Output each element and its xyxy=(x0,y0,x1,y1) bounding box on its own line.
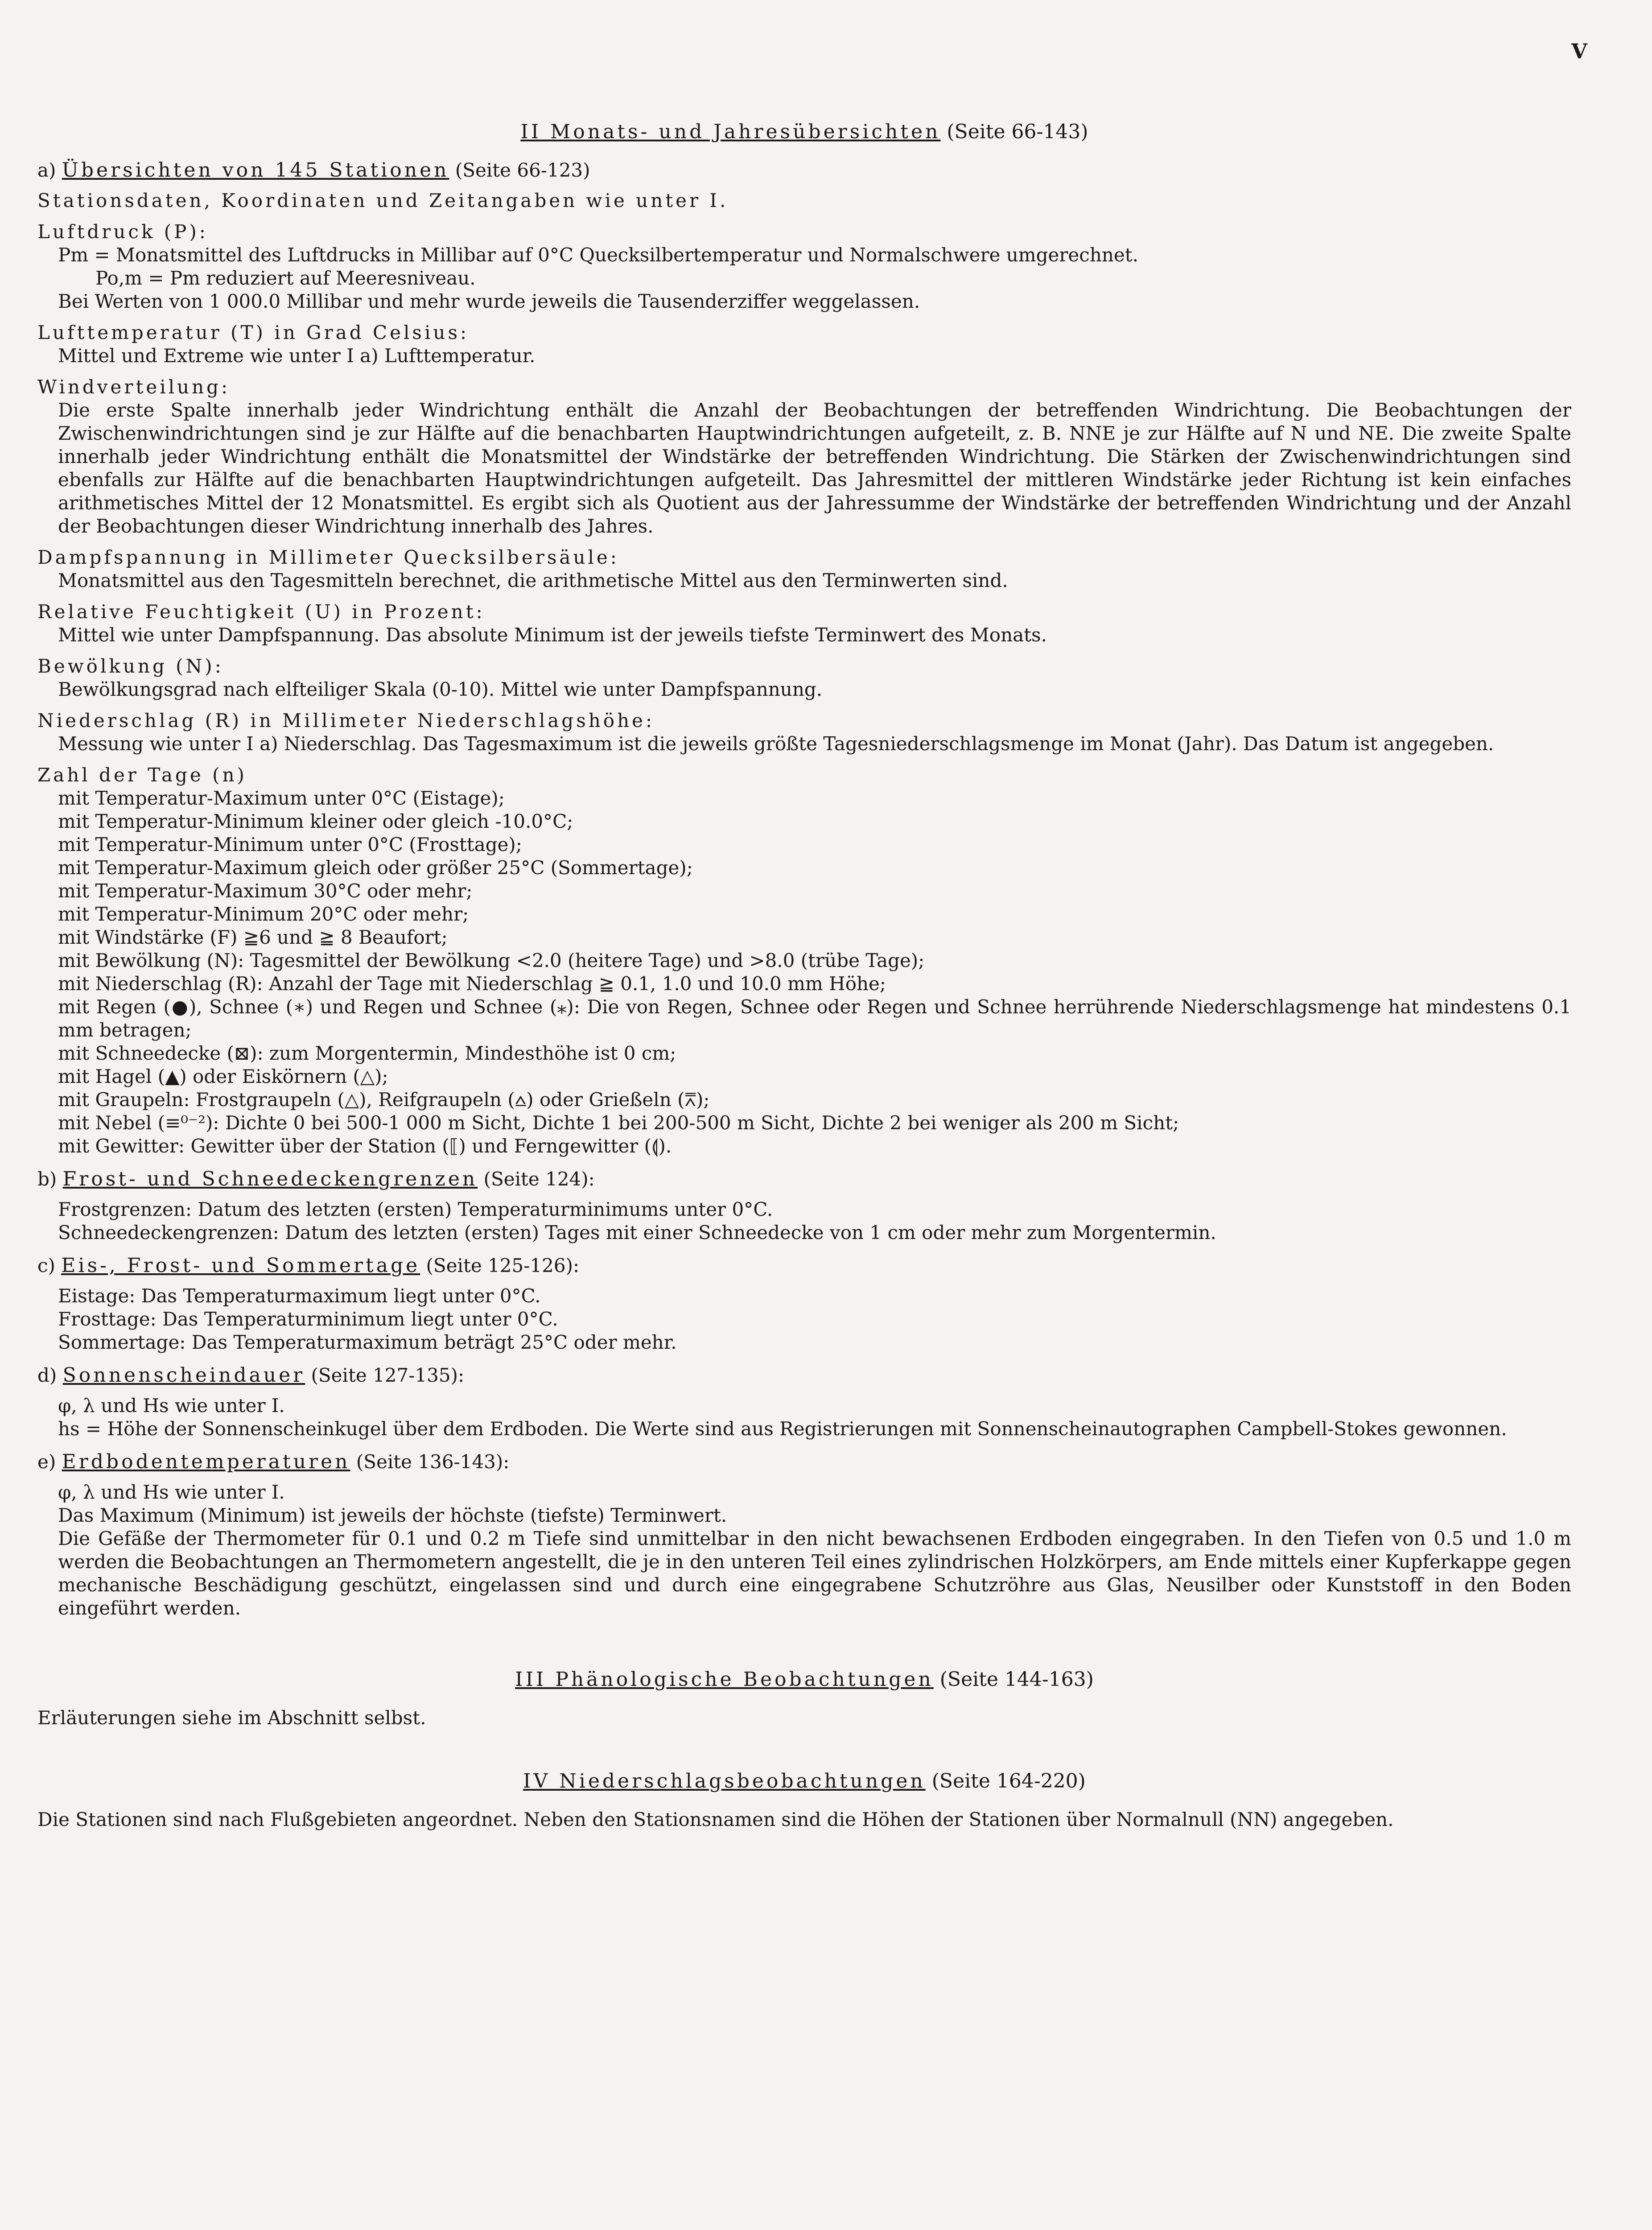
zahl-der-tage-line-11: mit Schneedecke (⊠): zum Morgentermin, Mindesthöhe ist 0 cm; xyxy=(58,1042,676,1064)
zahl-der-tage-line-15: mit Gewitter: Gewitter über der Station (⟦) und Ferngewitter (⟬). xyxy=(58,1135,672,1157)
zahl-der-tage-line-3: mit Temperatur-Minimum unter 0°C (Frosttage); xyxy=(58,834,522,855)
subsection-d-title: Sonnenscheindauer xyxy=(62,1364,305,1387)
subsection-c-heading xyxy=(37,1254,1571,1277)
lufttemperatur-line-1: Mittel und Extreme wie unter I a) Lufttemperatur. xyxy=(58,345,536,367)
section-3-heading xyxy=(37,1668,1571,1691)
bewoelkung-line-1: Bewölkungsgrad nach elfteiliger Skala (0-10). Mittel wie unter Dampfspannung. xyxy=(58,678,823,700)
subsection-d-heading xyxy=(37,1364,1571,1387)
zahl-der-tage-line-14: mit Nebel (≡⁰⁻²): Dichte 0 bei 500-1 000 m Sicht, Dichte 1 bei 200-500 m Sicht, Dichte 2 bei weniger als 200 m Sicht; xyxy=(58,1112,1179,1134)
section-3-title: III Phänologische Beobachtungen xyxy=(515,1668,934,1691)
sonnenschein-line-1: φ, λ und Hs wie unter I. xyxy=(58,1395,285,1416)
luftdruck-line-1: Pm = Monatsmittel des Luftdrucks in Millibar auf 0°C Quecksilbertemperatur und Normalschwere umgerechnet. xyxy=(58,244,1138,266)
section-3-pages: (Seite 144-163) xyxy=(939,1668,1094,1691)
frosttage-line: Frosttage: Das Temperaturminimum liegt unter 0°C. xyxy=(58,1308,558,1330)
eistage-line: Eistage: Das Temperaturmaximum liegt unter 0°C. xyxy=(58,1285,541,1307)
subsection-c-title: Eis-, Frost- und Sommertage xyxy=(61,1254,420,1277)
subsection-b-body xyxy=(37,1198,1571,1244)
subsection-a-heading xyxy=(37,159,1571,182)
dampfspannung-line-1: Monatsmittel aus den Tagesmitteln berechnet, die arithmetische Mittel aus den Terminwerten sind. xyxy=(58,570,1008,591)
niederschlag-text: Messung wie unter I a) Niederschlag. Das Tagesmaximum ist die jeweils größte Tagesniederschlagsmenge im Monat (Jahr). Das Datum ist angegeben. xyxy=(58,733,1494,755)
zahl-der-tage-line-7: mit Windstärke (F) ≧6 und ≧ 8 Beaufort; xyxy=(58,926,448,948)
zahl-der-tage-line-10: mit Regen (●), Schnee (∗) und Regen und Schnee (⁎): Die von Regen, Schnee oder Regen und Schnee herrührende Niederschlagsmenge hat mindestens 0.1 mm betragen; xyxy=(58,996,1571,1041)
subsection-d-body xyxy=(37,1394,1571,1441)
section-4-title: IV Niederschlagsbeobachtungen xyxy=(523,1770,926,1792)
luftdruck-entry xyxy=(37,220,1571,313)
subsection-c-letter: c) xyxy=(37,1255,55,1276)
section-2-title: II Monats- und Jahresübersichten xyxy=(520,120,941,143)
section-3-text: Erläuterungen siehe im Abschnitt selbst. xyxy=(37,1707,426,1729)
windverteilung-text: Die erste Spalte innerhalb jeder Windrichtung enthält die Anzahl der Beobachtungen der betreffenden Windrichtung. Die Beobachtungen der Zwischenwindrichtungen sind je zur Hälfte auf die benachbarten Hauptwindrichtungen aufgeteilt, z. B. NNE je zur Hälfte auf N und NE. Die zweite Spalte innerhalb jeder Windrichtung enthält die Monatsmittel der Windstärke der betreffenden Windrichtung. Die Stärken der Zwischenwindrichtungen sind ebenfalls zur Hälfte auf die benachbarten Hauptwindrichtungen aufgeteilt. Das Jahresmittel der mittleren Windstärke jeder Richtung ist kein einfaches arithmetisches Mittel der 12 Monatsmittel. Es ergibt sich als Quotient aus der Jahressumme der Windstärke der betreffenden Windrichtung und der Anzahl der Beobachtungen dieser Windrichtung innerhalb des Jahres. xyxy=(58,399,1571,537)
document-body xyxy=(37,120,1571,1831)
sonnenschein-text: hs = Höhe der Sonnenscheinkugel über dem Erdboden. Die Werte sind aus Registrierungen mit Sonnenscheinautographen Campbell-Stokes gewonnen. xyxy=(58,1418,1507,1440)
zahl-der-tage-line-1: mit Temperatur-Maximum unter 0°C (Eistage); xyxy=(58,787,505,809)
frostgrenzen-line: Frostgrenzen: Datum des letzten (ersten) Temperaturminimums unter 0°C. xyxy=(58,1198,773,1220)
subsection-c-pages: (Seite 125-126): xyxy=(426,1255,580,1276)
subsection-a-pages: (Seite 66-123) xyxy=(455,159,590,181)
stationsdaten-intro: Stationsdaten, Koordinaten und Zeitangaben wie unter I. xyxy=(37,190,729,211)
subsection-d-letter: d) xyxy=(37,1364,57,1386)
zahl-der-tage-line-2: mit Temperatur-Minimum kleiner oder gleich -10.0°C; xyxy=(58,810,573,832)
feuchtigkeit-line-1: Mittel wie unter Dampfspannung. Das absolute Minimum ist der jeweils tiefste Terminwert des Monats. xyxy=(58,624,1047,646)
subsection-e-pages: (Seite 136-143): xyxy=(356,1451,510,1473)
zahl-der-tage-line-5: mit Temperatur-Maximum 30°C oder mehr; xyxy=(58,880,473,902)
zahl-der-tage-line-9: mit Niederschlag (R): Anzahl der Tage mit Niederschlag ≧ 0.1, 1.0 und 10.0 mm Höhe; xyxy=(58,973,886,995)
windverteilung-label: Windverteilung: xyxy=(37,376,231,398)
luftdruck-line-2: Po,m = Pm reduziert auf Meeresniveau. xyxy=(95,267,476,289)
section-2-pages: (Seite 66-143) xyxy=(947,120,1088,143)
luftdruck-label: Luftdruck (P): xyxy=(37,221,208,243)
sommertage-line: Sommertage: Das Temperaturmaximum beträgt 25°C oder mehr. xyxy=(58,1331,677,1353)
feuchtigkeit-entry xyxy=(37,600,1571,647)
zahl-der-tage-line-4: mit Temperatur-Maximum gleich oder größer 25°C (Sommertage); xyxy=(58,857,693,879)
subsection-e-body xyxy=(37,1481,1571,1620)
page-number: V xyxy=(1571,39,1587,63)
section-4-heading xyxy=(37,1770,1571,1793)
erdboden-line-2: Das Maximum (Minimum) ist jeweils der höchste (tiefste) Terminwert. xyxy=(58,1504,727,1526)
zahl-der-tage-label: Zahl der Tage (n) xyxy=(37,764,247,786)
subsection-e-heading xyxy=(37,1450,1571,1474)
section-4-pages: (Seite 164-220) xyxy=(931,1770,1086,1792)
subsection-c-body xyxy=(37,1284,1571,1354)
bewoelkung-label: Bewölkung (N): xyxy=(37,655,224,677)
bewoelkung-entry xyxy=(37,655,1571,701)
niederschlag-entry xyxy=(37,709,1571,756)
section-4-text: Die Stationen sind nach Flußgebieten angeordnet. Neben den Stationsnamen sind die Höhen der Stationen über Normalnull (NN) angegeben. xyxy=(37,1809,1394,1830)
niederschlag-label: Niederschlag (R) in Millimeter Niederschlagshöhe: xyxy=(37,710,655,731)
zahl-der-tage-line-6: mit Temperatur-Minimum 20°C oder mehr; xyxy=(58,903,469,925)
dampfspannung-entry xyxy=(37,546,1571,592)
dampfspannung-label: Dampfspannung in Millimeter Quecksilbersäule: xyxy=(37,546,619,568)
subsection-b-pages: (Seite 124): xyxy=(483,1168,595,1190)
subsection-a-title: Übersichten von 145 Stationen xyxy=(62,159,449,182)
zahl-der-tage-line-13: mit Graupeln: Frostgraupeln (△), Reifgraupeln (⩟) oder Grießeln (⩞); xyxy=(58,1089,710,1111)
section-2-heading xyxy=(37,120,1571,144)
subsection-b-title: Frost- und Schneedeckengrenzen xyxy=(62,1168,478,1190)
erdboden-line-1: φ, λ und Hs wie unter I. xyxy=(58,1481,285,1503)
schneedeckengrenzen-line: Schneedeckengrenzen: Datum des letzten (ersten) Tages mit einer Schneedecke von 1 cm oder mehr zum Morgentermin. xyxy=(58,1222,1216,1243)
lufttemperatur-label: Lufttemperatur (T) in Grad Celsius: xyxy=(37,322,470,343)
subsection-d-pages: (Seite 127-135): xyxy=(311,1364,465,1386)
zahl-der-tage-line-8: mit Bewölkung (N): Tagesmittel der Bewölkung <2.0 (heitere Tage) und >8.0 (trübe Tage); xyxy=(58,950,925,971)
zahl-der-tage-line-12: mit Hagel (▲) oder Eiskörnern (△); xyxy=(58,1065,388,1087)
subsection-b-heading xyxy=(37,1168,1571,1191)
subsection-b-letter: b) xyxy=(37,1168,57,1190)
feuchtigkeit-label: Relative Feuchtigkeit (U) in Prozent: xyxy=(37,601,485,623)
windverteilung-entry xyxy=(37,376,1571,538)
subsection-e-letter: e) xyxy=(37,1451,56,1473)
luftdruck-line-3: Bei Werten von 1 000.0 Millibar und mehr wurde jeweils die Tausenderziffer weggelassen. xyxy=(58,290,920,312)
erdboden-text: Die Gefäße der Thermometer für 0.1 und 0.2 m Tiefe sind unmittelbar in den nicht bewachsenen Erdboden eingegraben. In den Tiefen von 0.5 und 1.0 m werden die Beobachtungen an Thermometern angestellt, die je in den unteren Teil eines zylindrischen Holzkörpers, am Ende mittels einer Kupferkappe gegen mechanische Beschädigung geschützt, eingelassen sind und durch eine eingegrabene Schutzröhre aus Glas, Neusilber oder Kunststoff in den Boden eingeführt werden. xyxy=(58,1528,1571,1619)
subsection-a-letter: a) xyxy=(37,159,56,181)
subsection-e-title: Erdbodentemperaturen xyxy=(62,1450,350,1473)
lufttemperatur-entry xyxy=(37,321,1571,368)
zahl-der-tage-entry xyxy=(37,764,1571,1158)
